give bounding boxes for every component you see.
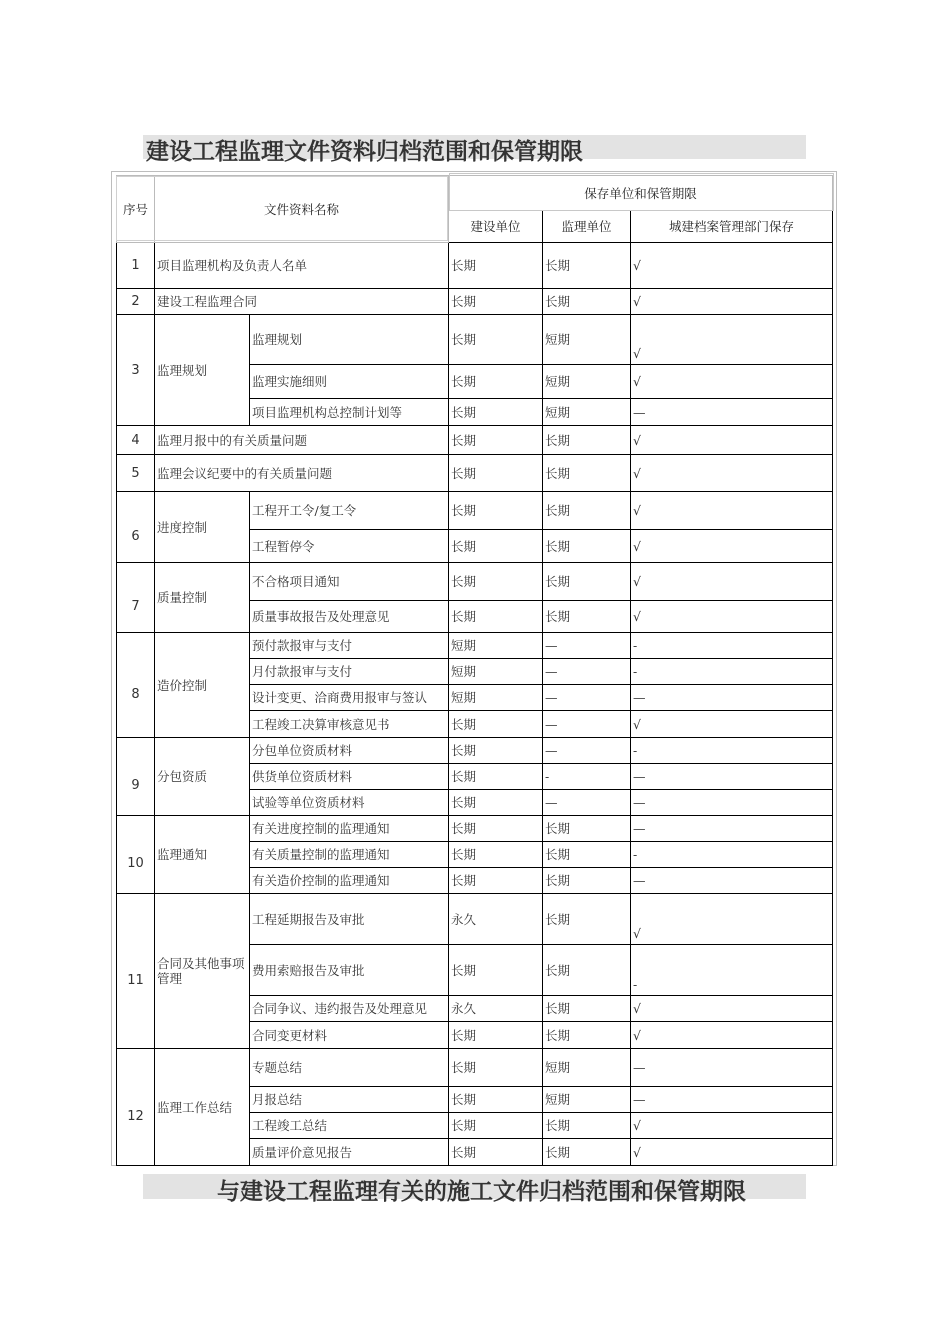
construction-unit-period: 长期 xyxy=(449,1087,543,1113)
construction-unit-period: 长期 xyxy=(449,1022,543,1049)
header-doc-name: 文件资料名称 xyxy=(155,176,449,243)
document-name: 工程延期报告及审批 xyxy=(250,894,449,945)
table-row xyxy=(117,455,833,492)
supervision-unit-period: 短期 xyxy=(543,315,631,365)
document-title: 建设工程监理文件资料归档范围和保管期限 xyxy=(146,138,583,165)
document-name: 监理实施细则 xyxy=(250,365,449,399)
document-name: 项目监理机构及负责人名单 xyxy=(155,243,449,289)
construction-unit-period: 长期 xyxy=(449,842,543,868)
row-number: 11 xyxy=(117,894,155,1049)
supervision-unit-period: — xyxy=(543,790,631,816)
document-name: 质量事故报告及处理意见 xyxy=(250,601,449,633)
construction-unit-period: 永久 xyxy=(449,894,543,945)
supervision-unit-period: 长期 xyxy=(543,455,631,492)
supervision-unit-period: 长期 xyxy=(543,996,631,1022)
document-name: 费用索赔报告及审批 xyxy=(250,945,449,996)
urban-archive-mark: - xyxy=(631,842,833,868)
document-name: 供货单位资质材料 xyxy=(250,764,449,790)
construction-unit-period: 长期 xyxy=(449,868,543,894)
supervision-unit-period: 长期 xyxy=(543,816,631,842)
construction-unit-period: 长期 xyxy=(449,1049,543,1087)
urban-archive-mark: √ xyxy=(631,894,833,945)
table-row xyxy=(117,563,833,601)
urban-archive-mark: √ xyxy=(631,1113,833,1139)
section-title-bar xyxy=(143,1174,806,1205)
supervision-unit-period: 长期 xyxy=(543,1113,631,1139)
row-number: 10 xyxy=(117,816,155,894)
supervision-unit-period: 长期 xyxy=(543,894,631,945)
supervision-unit-period: — xyxy=(543,659,631,685)
document-name: 建设工程监理合同 xyxy=(155,289,449,315)
supervision-unit-period: 长期 xyxy=(543,1139,631,1166)
construction-unit-period: 长期 xyxy=(449,399,543,426)
document-name: 项目监理机构总控制计划等 xyxy=(250,399,449,426)
urban-archive-mark: - xyxy=(631,659,833,685)
construction-unit-period: 长期 xyxy=(449,243,543,289)
supervision-unit-period: - xyxy=(543,764,631,790)
urban-archive-mark: — xyxy=(631,868,833,894)
row-number: 2 xyxy=(117,289,155,315)
table-row xyxy=(117,816,833,842)
document-name: 合同争议、违约报告及处理意见 xyxy=(250,996,449,1022)
row-number: 9 xyxy=(117,738,155,816)
urban-archive-mark: √ xyxy=(631,315,833,365)
row-number: 3 xyxy=(117,315,155,426)
urban-archive-mark: - xyxy=(631,945,833,996)
document-name: 分包单位资质材料 xyxy=(250,738,449,764)
header-construction-unit: 建设单位 xyxy=(449,211,543,243)
document-name: 月付款报审与支付 xyxy=(250,659,449,685)
header-group-outline xyxy=(449,173,834,211)
urban-archive-mark: √ xyxy=(631,1139,833,1166)
urban-archive-mark: √ xyxy=(631,563,833,601)
document-name: 工程竣工决算审核意见书 xyxy=(250,711,449,738)
category-name: 合同及其他事项管理 xyxy=(155,894,250,1049)
construction-unit-period: 长期 xyxy=(449,289,543,315)
row-number: 8 xyxy=(117,633,155,738)
table-row xyxy=(117,738,833,764)
archive-table-body xyxy=(117,176,833,1166)
supervision-unit-period: 短期 xyxy=(543,399,631,426)
supervision-unit-period: 长期 xyxy=(543,426,631,455)
document-name: 监理月报中的有关质量问题 xyxy=(155,426,449,455)
urban-archive-mark: - xyxy=(631,633,833,659)
category-name: 分包资质 xyxy=(155,738,250,816)
supervision-unit-period: 短期 xyxy=(543,1049,631,1087)
construction-unit-period: 长期 xyxy=(449,455,543,492)
construction-unit-period: 长期 xyxy=(449,1113,543,1139)
category-name: 监理工作总结 xyxy=(155,1049,250,1166)
table-row xyxy=(117,894,833,945)
document-name: 工程开工令/复工令 xyxy=(250,492,449,530)
construction-unit-period: 长期 xyxy=(449,790,543,816)
supervision-unit-period: 长期 xyxy=(543,530,631,563)
supervision-unit-period: 长期 xyxy=(543,868,631,894)
urban-archive-mark: — xyxy=(631,816,833,842)
category-name: 监理通知 xyxy=(155,816,250,894)
construction-unit-period: 长期 xyxy=(449,1139,543,1166)
table-row xyxy=(117,426,833,455)
table-row xyxy=(117,289,833,315)
supervision-unit-period: 长期 xyxy=(543,563,631,601)
construction-unit-period: 长期 xyxy=(449,426,543,455)
construction-unit-period: 长期 xyxy=(449,764,543,790)
urban-archive-mark: √ xyxy=(631,601,833,633)
header-supervision-unit: 监理单位 xyxy=(543,211,631,243)
row-number: 6 xyxy=(117,492,155,563)
row-number: 12 xyxy=(117,1049,155,1166)
supervision-unit-period: — xyxy=(543,633,631,659)
document-title-bar xyxy=(143,135,806,165)
urban-archive-mark: — xyxy=(631,685,833,711)
construction-unit-period: 长期 xyxy=(449,711,543,738)
document-name: 工程竣工总结 xyxy=(250,1113,449,1139)
construction-unit-period: 长期 xyxy=(449,530,543,563)
table-row xyxy=(117,1049,833,1087)
table-row xyxy=(117,315,833,365)
header-retention-group: 保存单位和保管期限 xyxy=(449,176,833,211)
supervision-unit-period: 长期 xyxy=(543,842,631,868)
urban-archive-mark: √ xyxy=(631,426,833,455)
urban-archive-mark: √ xyxy=(631,289,833,315)
supervision-unit-period: 长期 xyxy=(543,492,631,530)
construction-unit-period: 短期 xyxy=(449,659,543,685)
header-name-outline xyxy=(116,176,448,241)
document-name: 专题总结 xyxy=(250,1049,449,1087)
document-name: 监理规划 xyxy=(250,315,449,365)
construction-unit-period: 长期 xyxy=(449,816,543,842)
supervision-unit-period: 长期 xyxy=(543,945,631,996)
construction-unit-period: 短期 xyxy=(449,633,543,659)
supervision-unit-period: 长期 xyxy=(543,243,631,289)
table-row xyxy=(117,492,833,530)
urban-archive-mark: √ xyxy=(631,243,833,289)
urban-archive-mark: — xyxy=(631,399,833,426)
construction-unit-period: 永久 xyxy=(449,996,543,1022)
urban-archive-mark: √ xyxy=(631,455,833,492)
document-name: 不合格项目通知 xyxy=(250,563,449,601)
construction-unit-period: 长期 xyxy=(449,738,543,764)
document-name: 有关进度控制的监理通知 xyxy=(250,816,449,842)
urban-archive-mark: √ xyxy=(631,996,833,1022)
urban-archive-mark: √ xyxy=(631,365,833,399)
document-name: 设计变更、洽商费用报审与签认 xyxy=(250,685,449,711)
construction-unit-period: 长期 xyxy=(449,492,543,530)
supervision-unit-period: 长期 xyxy=(543,289,631,315)
row-number: 7 xyxy=(117,563,155,633)
row-number: 1 xyxy=(117,243,155,289)
urban-archive-mark: — xyxy=(631,1049,833,1087)
supervision-unit-period: 长期 xyxy=(543,601,631,633)
document-name: 有关造价控制的监理通知 xyxy=(250,868,449,894)
archive-table xyxy=(116,175,833,1166)
urban-archive-mark: √ xyxy=(631,711,833,738)
urban-archive-mark: — xyxy=(631,764,833,790)
document-name: 合同变更材料 xyxy=(250,1022,449,1049)
supervision-unit-period: — xyxy=(543,711,631,738)
category-name: 质量控制 xyxy=(155,563,250,633)
supervision-unit-period: — xyxy=(543,738,631,764)
table-row xyxy=(117,633,833,659)
construction-unit-period: 长期 xyxy=(449,365,543,399)
construction-unit-period: 短期 xyxy=(449,685,543,711)
construction-unit-period: 长期 xyxy=(449,315,543,365)
urban-archive-mark: √ xyxy=(631,1022,833,1049)
document-name: 预付款报审与支付 xyxy=(250,633,449,659)
category-name: 造价控制 xyxy=(155,633,250,738)
row-number: 4 xyxy=(117,426,155,455)
section-title: 与建设工程监理有关的施工文件归档范围和保管期限 xyxy=(217,1178,746,1205)
document-name: 月报总结 xyxy=(250,1087,449,1113)
urban-archive-mark: — xyxy=(631,1087,833,1113)
construction-unit-period: 长期 xyxy=(449,601,543,633)
table-row xyxy=(117,243,833,289)
row-number: 5 xyxy=(117,455,155,492)
supervision-unit-period: 短期 xyxy=(543,365,631,399)
supervision-unit-period: 短期 xyxy=(543,1087,631,1113)
supervision-unit-period: 长期 xyxy=(543,1022,631,1049)
urban-archive-mark: — xyxy=(631,790,833,816)
document-name: 试验等单位资质材料 xyxy=(250,790,449,816)
document-name: 有关质量控制的监理通知 xyxy=(250,842,449,868)
document-name: 监理会议纪要中的有关质量问题 xyxy=(155,455,449,492)
header-seq: 序号 xyxy=(117,176,155,243)
urban-archive-mark: √ xyxy=(631,492,833,530)
construction-unit-period: 长期 xyxy=(449,563,543,601)
category-name: 进度控制 xyxy=(155,492,250,563)
construction-unit-period: 长期 xyxy=(449,945,543,996)
document-name: 工程暂停令 xyxy=(250,530,449,563)
urban-archive-mark: √ xyxy=(631,530,833,563)
category-name: 监理规划 xyxy=(155,315,250,426)
document-name: 质量评价意见报告 xyxy=(250,1139,449,1166)
supervision-unit-period: — xyxy=(543,685,631,711)
urban-archive-mark: - xyxy=(631,738,833,764)
header-urban-archive: 城建档案管理部门保存 xyxy=(631,211,833,243)
